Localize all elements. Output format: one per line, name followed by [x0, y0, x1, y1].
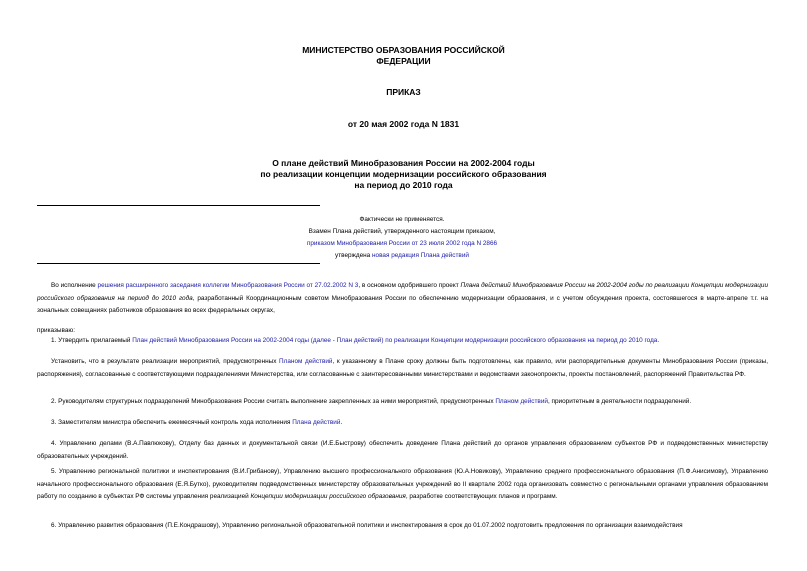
divider-top — [37, 205, 320, 206]
applicability-note — [232, 214, 572, 262]
doc-type: ПРИКАЗ — [386, 87, 421, 97]
paragraph-1: 1. Утвердить прилагаемый План действий Минобразования России на 2002-2004 годы (далее - План действий) по реализации Концепции модернизации российского образования на период до 2010 года. — [51, 337, 660, 344]
preamble-paragraph: Во исполнение решения расширенного заседания коллегии Минобразования России от 27.02.2002 N 3, в основном одобрившего проект Плана действий Минобразования России на 2002-2004 годы по реализации Концепции модернизации российского образования на период до 2010 года, разработанный Координационным советом Минобразования России по обеспечению модернизации образования, и с учетом обсуждения проекта, состоявшегося в марте-апреле т.г. на зональных совещаниях работников образования во всех федеральных округах, — [37, 282, 769, 314]
note-line-1: Фактически не применяется. — [359, 216, 445, 223]
title-line-3: на период до 2010 года — [354, 180, 453, 190]
new-edition-link[interactable]: новая редакция Плана действий — [372, 252, 469, 259]
plan-link-1[interactable]: Планом действий — [279, 358, 333, 365]
title-line-2: по реализации концепции модернизации российского образования — [260, 169, 547, 179]
collegium-decision-link[interactable]: решения расширенного заседания коллегии Минобразования России от 27.02.2002 N 3 — [97, 282, 359, 289]
action-plan-link[interactable]: План действий Минобразования России на 2002-2004 годы (далее - План действий) по реализации Концепции модернизации российского образования на период до 2010 года — [132, 337, 658, 344]
paragraph-1b: Установить, что в результате реализации мероприятий, предусмотренных Планом действий, к указанному в Плане сроку должны быть подготовлены, как правило, или распорядительные документы Минобразования России (приказы, распоряжения), согласованные с соответствующими подразделениями Министерства, или согласованные с заинтересованными министерствами и ведомствами законопроекты, проекты постановлений, распоряжений Правительства РФ. — [37, 358, 768, 378]
paragraph-3: 3. Заместителям министра обеспечить ежемесячный контроль хода исполнения Плана действий. — [51, 419, 343, 426]
ministry-line-2: ФЕДЕРАЦИИ — [376, 56, 431, 66]
plan-link-3[interactable]: Плана действий — [292, 419, 341, 426]
ministry-line-1: МИНИСТЕРСТВО ОБРАЗОВАНИЯ РОССИЙСКОЙ — [302, 45, 505, 55]
paragraph-6: 6. Управлению развития образования (П.Е.Кондрашову), Управлению региональной образовательной политики и инспектирования в срок до 01.07.2002 подготовить предложения по организации взаимодействия — [51, 522, 683, 529]
paragraph-4: 4. Управлению делами (В.А.Павлюкову), Отделу баз данных и документальной связи (И.Е.Быстрову) обеспечить доведение Плана действий до органов управления образованием субъектов РФ и подведомственных министерству образовательных учреждений. — [37, 440, 768, 460]
plan-link-2[interactable]: Планом действий — [495, 398, 548, 405]
paragraph-2: 2. Руководителям структурных подразделений Минобразования России считать выполнение закрепленных за ними мероприятий, предусмотренных Планом действий, приоритетным в деятельности подразделений. — [51, 398, 692, 405]
order-2866-link[interactable]: приказом Минобразования России от 23 июля 2002 года N 2866 — [306, 240, 498, 247]
orders-label: приказываю: — [37, 327, 75, 334]
note-line-4-text: утверждена — [335, 252, 371, 259]
date-number: от 20 мая 2002 года N 1831 — [347, 119, 460, 129]
title-line-1: О плане действий Минобразования России на 2002-2004 годы — [272, 158, 535, 168]
note-line-2: Взамен Плана действий, утвержденного настоящим приказом, — [308, 228, 496, 235]
paragraph-5: 5. Управлению региональной политики и инспектирования (В.И.Грибанову), Управлению высшего профессионального образования (Ю.А.Новикову), Управлению среднего профессионального образования (П.Ф.Анисимову), Управлению начального профессионального образования (Е.Я.Бутко), руководителям подведомственных министерству образовательных учреждений во II квартале 2002 года организовать совместно с региональными органами управления образованием работу по созданию в субъектах РФ системы управления реализацией Концепции модернизации российского образования, разработке соответствующих планов и программ. — [37, 468, 768, 500]
divider-bottom — [37, 263, 320, 264]
